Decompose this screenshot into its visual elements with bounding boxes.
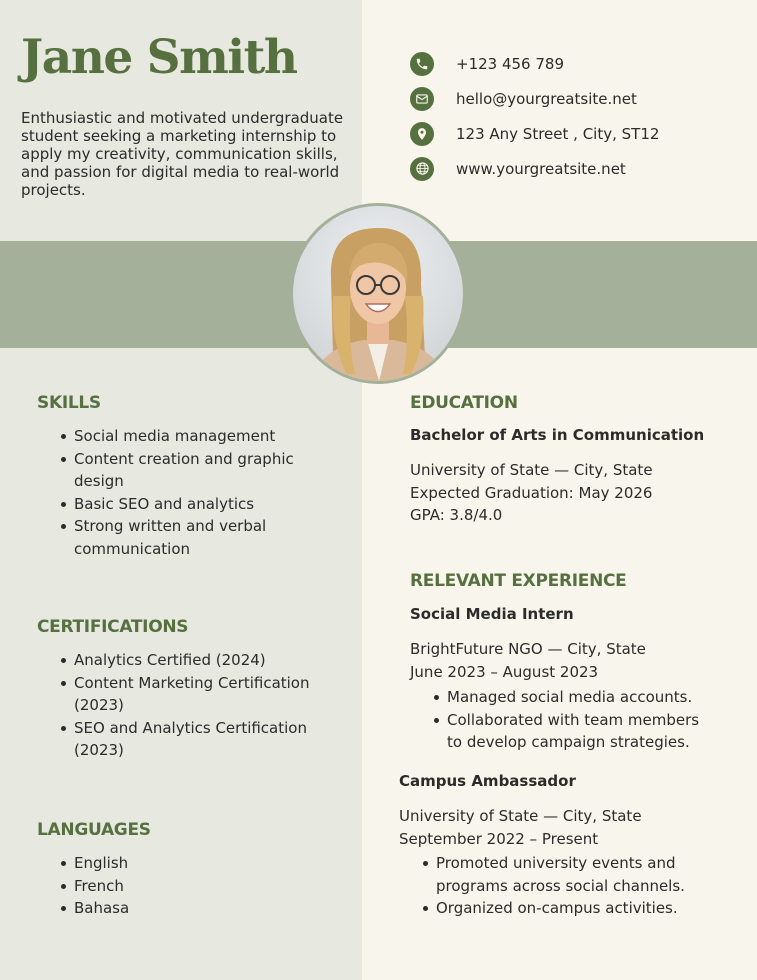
job-org: BrightFuture NGO — City, State xyxy=(410,640,646,658)
education-school: University of State — City, State xyxy=(410,461,653,479)
list-item: Collaborated with team members to develop campaign strategies. xyxy=(410,709,715,754)
certifications-heading: CERTIFICATIONS xyxy=(37,617,189,637)
certifications-list xyxy=(37,649,327,762)
list-item: Content Marketing Certification (2023) xyxy=(37,672,327,717)
education-details xyxy=(410,459,653,527)
list-item: French xyxy=(37,875,327,898)
list-item: Social media management xyxy=(37,425,327,448)
globe-icon xyxy=(410,157,434,181)
job-details xyxy=(410,638,646,683)
list-item: Basic SEO and analytics xyxy=(37,493,327,516)
skills-heading: SKILLS xyxy=(37,393,101,413)
languages-list xyxy=(37,852,327,920)
profile-photo-frame xyxy=(290,203,466,384)
contact-website-text[interactable]: www.yourgreatsite.net xyxy=(456,159,626,178)
list-item: Organized on-campus activities. xyxy=(399,897,709,920)
list-item: Analytics Certified (2024) xyxy=(37,649,327,672)
contact-website xyxy=(410,151,740,186)
contact-list xyxy=(410,46,740,186)
education-heading: EDUCATION xyxy=(410,393,518,413)
job-dates: September 2022 – Present xyxy=(399,829,599,848)
list-item: Promoted university events and programs across social channels. xyxy=(399,852,709,897)
list-item: Bahasa xyxy=(37,897,327,920)
job-title: Social Media Intern xyxy=(410,605,574,623)
list-item: SEO and Analytics Certification (2023) xyxy=(37,717,327,762)
contact-address-text: 123 Any Street , City, ST12 xyxy=(456,124,660,143)
contact-address xyxy=(410,116,740,151)
job-dates: June 2023 – August 2023 xyxy=(410,662,599,681)
profile-photo xyxy=(293,206,463,381)
contact-email-text[interactable]: hello@yourgreatsite.net xyxy=(456,89,637,108)
contact-phone xyxy=(410,46,740,81)
languages-heading: LANGUAGES xyxy=(37,820,151,840)
job-bullets xyxy=(410,686,715,754)
contact-email xyxy=(410,81,740,116)
education-graduation: Expected Graduation: May 2026 xyxy=(410,483,653,502)
phone-icon xyxy=(410,52,434,76)
job-details xyxy=(399,805,642,850)
education-degree: Bachelor of Arts in Communication xyxy=(410,426,705,444)
job-bullets xyxy=(399,852,709,920)
education-gpa: GPA: 3.8/4.0 xyxy=(410,506,503,524)
list-item: English xyxy=(37,852,327,875)
email-icon xyxy=(410,87,434,111)
experience-heading: RELEVANT EXPERIENCE xyxy=(410,571,627,591)
list-item: Strong written and verbal communication xyxy=(37,515,327,560)
summary-text: Enthusiastic and motivated undergraduate student seeking a marketing internship to apply my creativity, communication skills, and passion for digital media to real-world projects. xyxy=(21,109,344,199)
job-title: Campus Ambassador xyxy=(399,772,576,790)
contact-phone-text[interactable]: +123 456 789 xyxy=(456,54,564,73)
job-org: University of State — City, State xyxy=(399,807,642,825)
list-item: Content creation and graphic design xyxy=(37,448,327,493)
skills-list xyxy=(37,425,327,560)
resume-name: Jane Smith xyxy=(21,30,297,85)
location-icon xyxy=(410,122,434,146)
list-item: Managed social media accounts. xyxy=(410,686,715,709)
